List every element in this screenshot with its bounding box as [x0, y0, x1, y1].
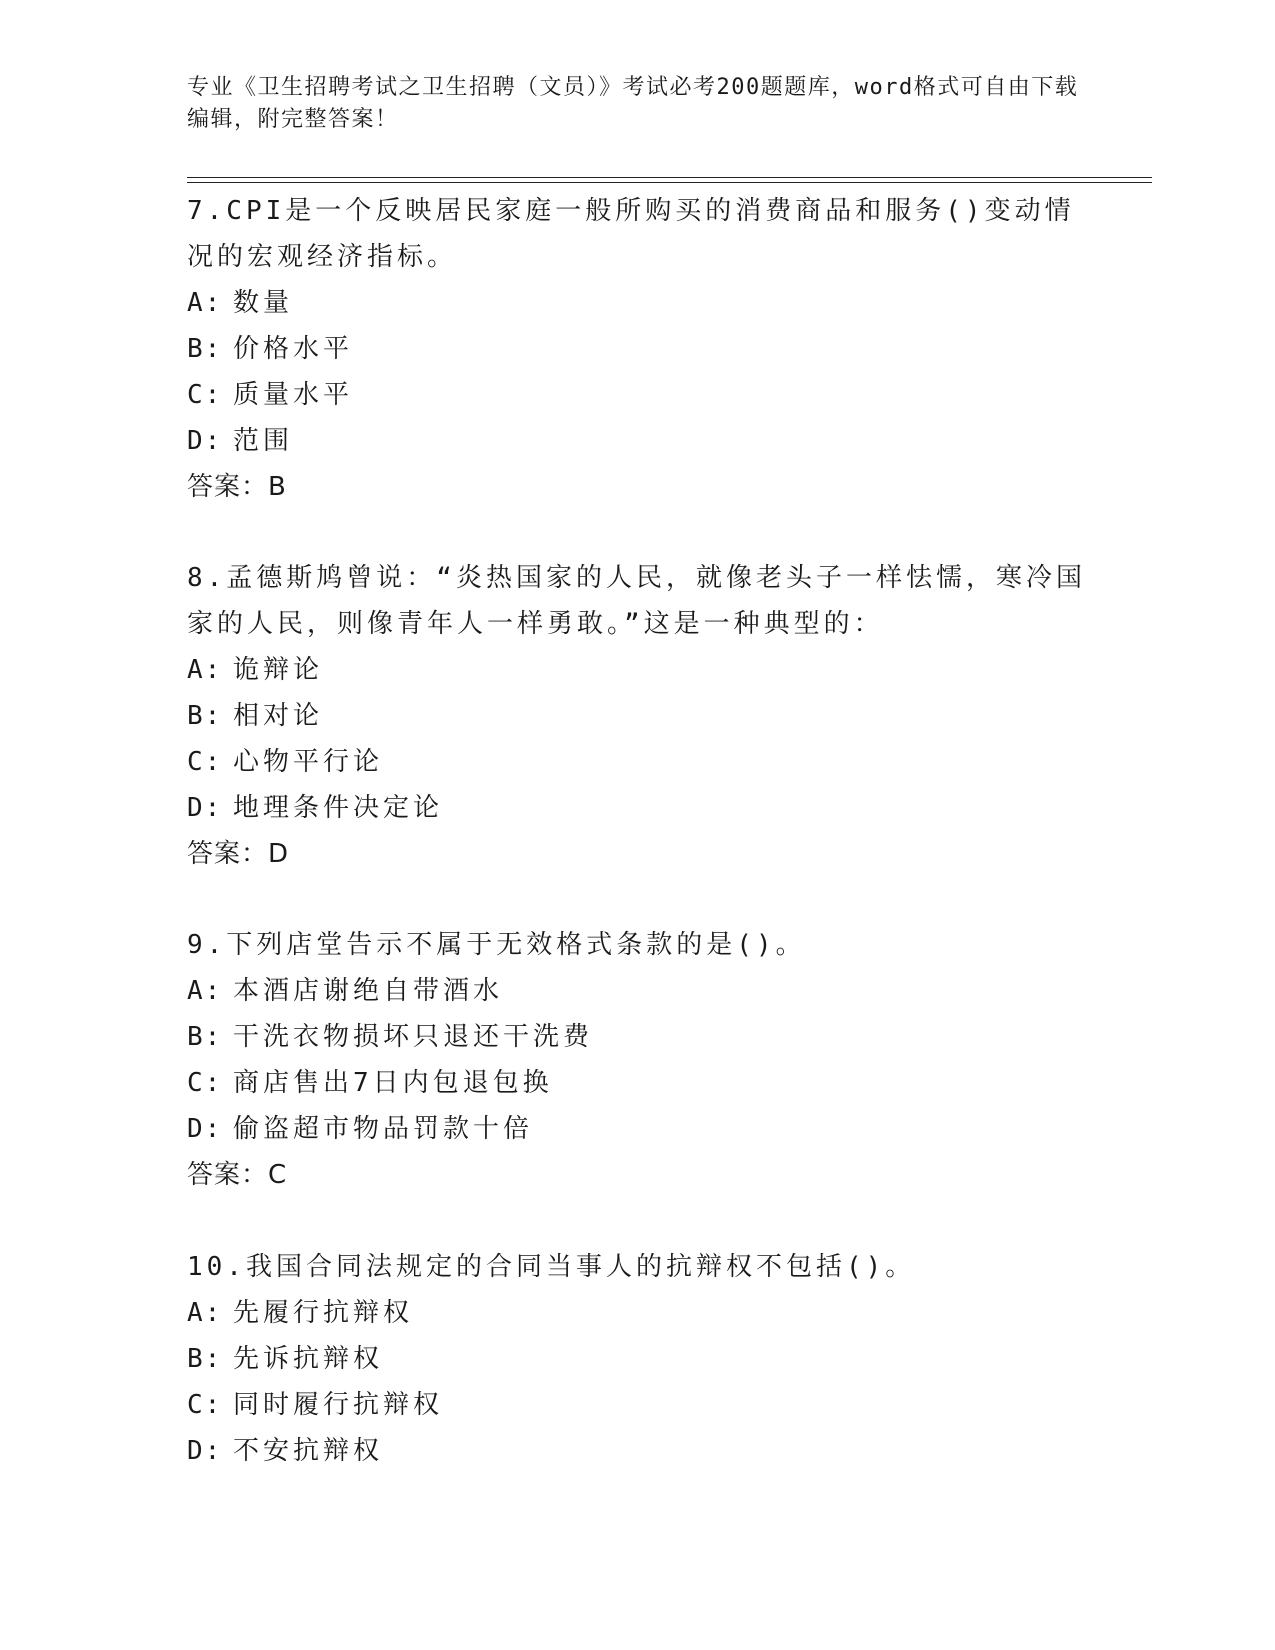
option-letter: B: [187, 334, 223, 364]
option-c [187, 372, 1087, 418]
option-a [187, 968, 1087, 1014]
option-text: 心物平行论 [233, 747, 384, 777]
option-b [187, 1014, 1087, 1060]
option-letter: D: [187, 793, 223, 823]
option-letter: D: [187, 426, 223, 456]
option-c [187, 1060, 1087, 1106]
option-letter: B: [187, 1022, 223, 1052]
option-b [187, 326, 1087, 372]
option-text: 范围 [233, 426, 294, 456]
header-divider-bottom [187, 182, 1152, 183]
option-d [187, 1106, 1087, 1152]
option-text: 干洗衣物损坏只退还干洗费 [233, 1022, 594, 1052]
option-letter: A: [187, 655, 223, 685]
question-7 [187, 188, 1087, 510]
option-text: 不安抗辩权 [233, 1436, 384, 1466]
option-letter: D: [187, 1436, 223, 1466]
option-c [187, 1382, 1087, 1428]
option-text: 偷盗超市物品罚款十倍 [233, 1114, 534, 1144]
option-d [187, 1428, 1087, 1474]
option-letter: B: [187, 701, 223, 731]
option-text: 数量 [233, 288, 294, 318]
answer: 答案：C [187, 1160, 288, 1190]
option-a [187, 1290, 1087, 1336]
question-stem: 7.CPI是一个反映居民家庭一般所购买的消费商品和服务()变动情况的宏观经济指标。 [187, 196, 1075, 272]
option-letter: C: [187, 1390, 223, 1420]
option-letter: C: [187, 1068, 223, 1098]
option-c [187, 739, 1087, 785]
option-letter: A: [187, 288, 223, 318]
option-letter: C: [187, 380, 223, 410]
option-d [187, 785, 1087, 831]
question-8 [187, 555, 1087, 877]
option-text: 先诉抗辩权 [233, 1344, 384, 1374]
question-stem: 8.孟德斯鸠曾说：“炎热国家的人民，就像老头子一样怯懦，寒冷国家的人民，则像青年人一样勇敢。”这是一种典型的： [187, 563, 1086, 639]
answer: 答案：B [187, 472, 287, 502]
option-b [187, 693, 1087, 739]
option-text: 本酒店谢绝自带酒水 [233, 976, 504, 1006]
option-text: 同时履行抗辩权 [233, 1390, 444, 1420]
option-d [187, 418, 1087, 464]
option-letter: A: [187, 1298, 223, 1328]
option-text: 诡辩论 [233, 655, 324, 685]
question-stem: 10.我国合同法规定的合同当事人的抗辩权不包括()。 [187, 1252, 916, 1282]
option-b [187, 1336, 1087, 1382]
option-text: 价格水平 [233, 334, 354, 364]
option-text: 商店售出7日内包退包换 [233, 1068, 553, 1098]
option-letter: D: [187, 1114, 223, 1144]
option-a [187, 280, 1087, 326]
option-letter: C: [187, 747, 223, 777]
question-10 [187, 1244, 1087, 1474]
option-letter: A: [187, 976, 223, 1006]
option-a [187, 647, 1087, 693]
answer: 答案：D [187, 839, 290, 869]
option-letter: B: [187, 1344, 223, 1374]
option-text: 相对论 [233, 701, 324, 731]
option-text: 质量水平 [233, 380, 354, 410]
question-9 [187, 922, 1087, 1198]
header-divider-top [187, 177, 1152, 178]
question-stem: 9.下列店堂告示不属于无效格式条款的是()。 [187, 930, 806, 960]
option-text: 地理条件决定论 [233, 793, 444, 823]
document-header: 专业《卫生招聘考试之卫生招聘（文员）》考试必考200题题库，word格式可自由下载编辑，附完整答案！ [187, 75, 1079, 132]
option-text: 先履行抗辩权 [233, 1298, 414, 1328]
